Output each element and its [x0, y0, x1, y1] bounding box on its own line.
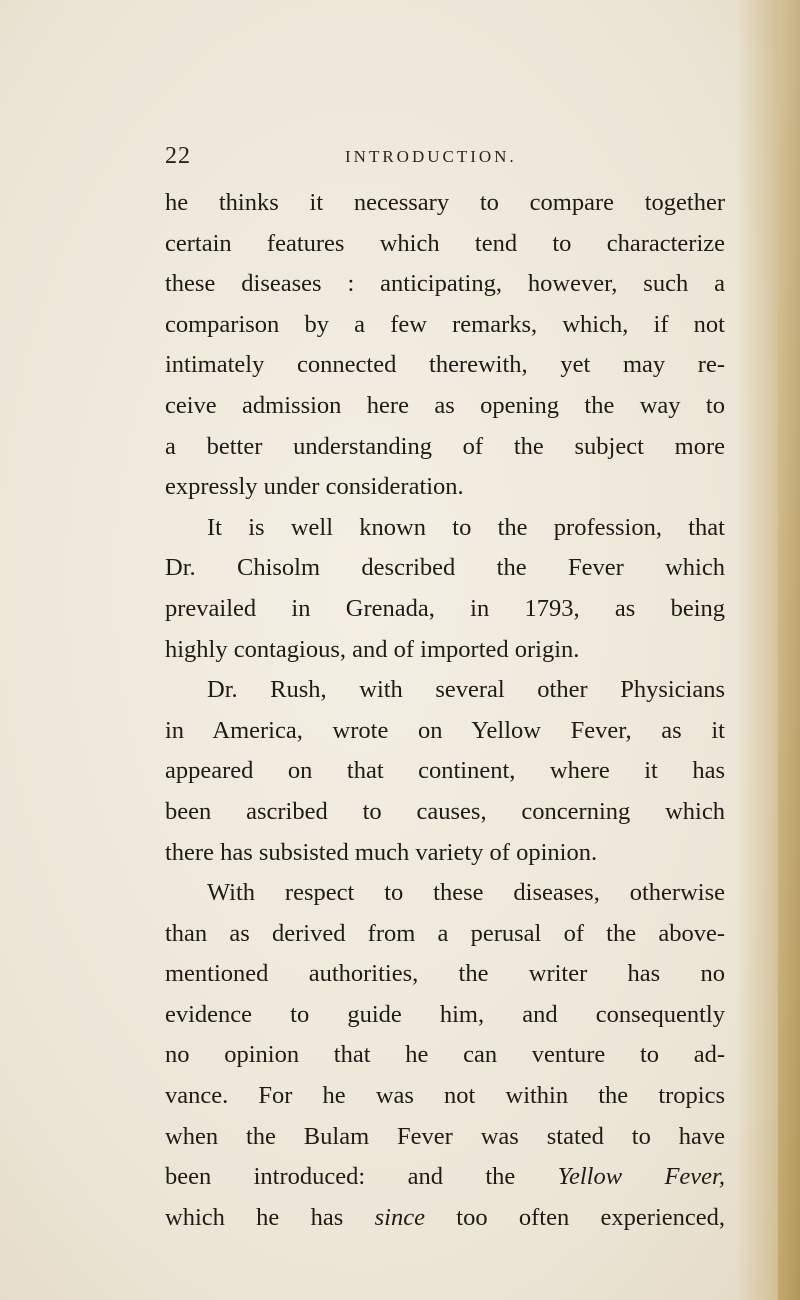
text-line [165, 1198, 725, 1239]
body-text [165, 183, 725, 1238]
text-line: ceive admission here as opening the way to [165, 391, 725, 419]
text-line: he thinks it necessary to compare together [165, 189, 725, 216]
text-line: than as derived from a perusal of the above- [165, 919, 725, 947]
text-line: been ascribed to causes, concerning which [165, 797, 725, 825]
text-segment: too often experienced, [424, 1203, 725, 1231]
text-line: when the Bulam Fever was stated to have [165, 1122, 725, 1150]
text-line: intimately connected therewith, yet may re- [165, 351, 725, 379]
text-line: in America, wrote on Yellow Fever, as it [165, 716, 725, 744]
text-line: no opinion that he can venture to ad- [165, 1041, 725, 1069]
text-line: prevailed in Grenada, in 1793, as being [165, 594, 725, 622]
running-title: INTRODUCTION. [345, 147, 517, 166]
text-line [165, 1157, 725, 1198]
text-line: certain features which tend to characterize [165, 229, 725, 257]
italic-text: since [374, 1203, 425, 1231]
text-line: Dr. Chisolm described the Fever which [165, 554, 725, 582]
text-segment: been introduced: and the [165, 1163, 558, 1191]
text-line: there has subsisted much variety of opinion. [165, 838, 598, 866]
running-head [165, 143, 725, 173]
text-line: a better understanding of the subject more [165, 432, 725, 460]
italic-text: Yellow Fever, [557, 1163, 725, 1191]
paragraph-start-line: Dr. Rush, with several other Physicians [207, 676, 725, 704]
text-line: highly contagious, and of imported origin. [165, 635, 580, 663]
text-line: comparison by a few remarks, which, if not [165, 310, 725, 338]
text-line: mentioned authorities, the writer has no [165, 960, 725, 988]
paragraph-start-line: It is well known to the profession, that [207, 513, 725, 541]
text-line: expressly under consideration. [165, 473, 464, 501]
text-line: evidence to guide him, and consequently [165, 1000, 725, 1028]
paragraph-start-line: With respect to these diseases, otherwise [207, 879, 725, 907]
page-number: 22 [165, 143, 191, 169]
page-edge-shadow [778, 0, 800, 1300]
text-segment: which he has [165, 1203, 375, 1231]
text-line: vance. For he was not within the tropics [165, 1082, 725, 1110]
text-line: appeared on that continent, where it has [165, 757, 725, 785]
text-line: these diseases : anticipating, however, such a [165, 270, 725, 298]
